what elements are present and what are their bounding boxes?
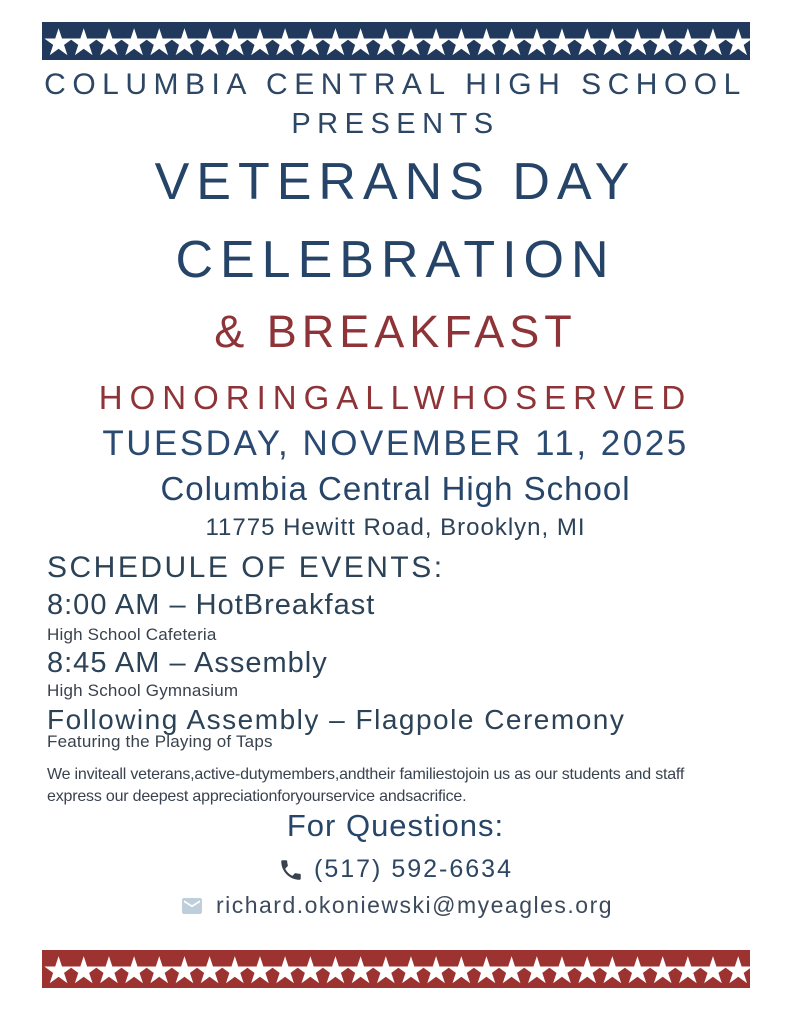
email-row xyxy=(0,892,791,919)
event-date: TUESDAY, NOVEMBER 11, 2025 xyxy=(102,424,689,463)
schedule-item-flagpole-title: Following Assembly – Flagpole Ceremony xyxy=(47,704,626,735)
bottom-stars-banner: ★★★★★★★★★★★★★★★★★★★★★★★★★★★★ xyxy=(42,950,750,988)
title-celebration: CELEBRATION xyxy=(175,231,616,289)
event-address: 11775 Hewitt Road, Brooklyn, MI xyxy=(205,514,586,541)
school-name: COLUMBIA CENTRAL HIGH SCHOOL xyxy=(44,68,747,101)
phone-row xyxy=(0,855,791,884)
title-breakfast: & BREAKFAST xyxy=(214,306,577,357)
schedule-item-flagpole-detail: Featuring the Playing of Taps xyxy=(47,732,273,751)
phone-number: (517) 592-6634 xyxy=(314,855,513,883)
email-address: richard.okoniewski@myeagles.org xyxy=(215,892,614,918)
invitation-paragraph: We inviteall veterans,active-dutymembers,andtheir familiestojoin us as our students and staff express our deepest appreciationforyourservice andsacrifice. xyxy=(47,766,685,805)
questions-heading: For Questions: xyxy=(286,808,505,843)
phone-icon xyxy=(278,857,304,883)
schedule-item-assembly-title: 8:45 AM – Assembly xyxy=(47,647,328,679)
presents-label: PRESENTS xyxy=(291,108,500,140)
schedule-item-breakfast-location: High School Cafeteria xyxy=(47,625,217,644)
schedule-item-breakfast-title: 8:00 AM – HotBreakfast xyxy=(47,589,376,621)
envelope-icon xyxy=(178,894,206,918)
schedule-item-assembly-location: High School Gymnasium xyxy=(47,681,239,700)
tagline-honoring: HONORINGALLWHOSERVED xyxy=(98,379,693,416)
schedule-heading: SCHEDULE OF EVENTS: xyxy=(47,551,445,584)
title-veterans-day: VETERANS DAY xyxy=(154,153,637,211)
top-stars-banner: ★★★★★★★★★★★★★★★★★★★★★★★★★★★★ xyxy=(42,22,750,60)
event-venue: Columbia Central High School xyxy=(160,470,631,507)
